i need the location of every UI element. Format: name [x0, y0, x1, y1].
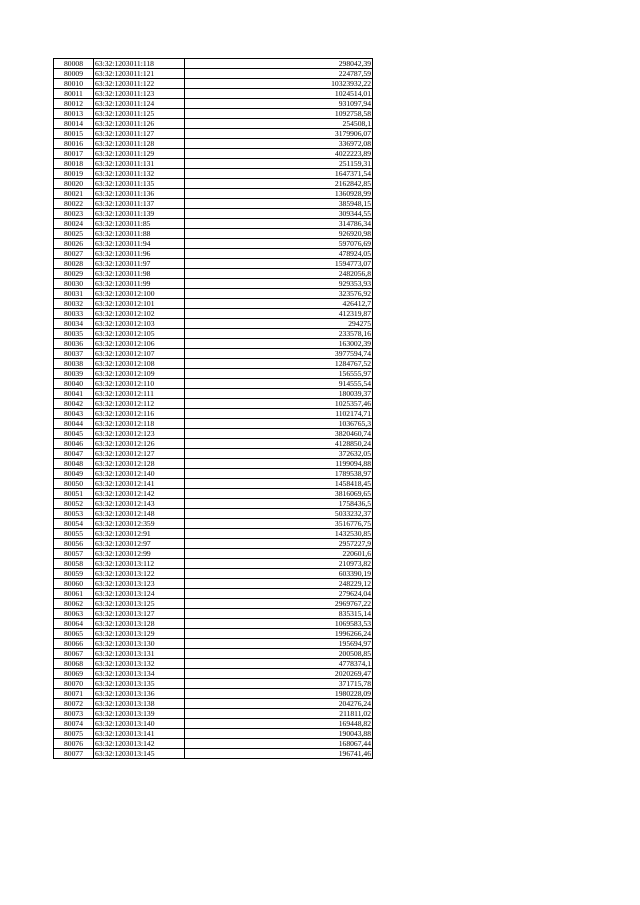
row-number-cell: 80010: [54, 79, 94, 89]
table-row: [54, 269, 373, 279]
table-row: [54, 659, 373, 669]
table-row: [54, 559, 373, 569]
cadastral-value-cell: 426412,7: [185, 299, 373, 309]
table-row: [54, 609, 373, 619]
table-row: [54, 219, 373, 229]
cadastral-value-cell: 1102174,71: [185, 409, 373, 419]
cadastral-value-cell: 224787,59: [185, 69, 373, 79]
cadastral-value-cell: 2969767,22: [185, 599, 373, 609]
row-number-cell: 80012: [54, 99, 94, 109]
cadastral-number-cell: 63:32:1203013:128: [94, 619, 185, 629]
row-number-cell: 80063: [54, 609, 94, 619]
row-number-cell: 80045: [54, 429, 94, 439]
cadastral-value-cell: 1199094,88: [185, 459, 373, 469]
cadastral-number-cell: 63:32:1203012:143: [94, 499, 185, 509]
cadastral-value-cell: 1789538,97: [185, 469, 373, 479]
cadastral-number-cell: 63:32:1203013:129: [94, 629, 185, 639]
table-row: [54, 649, 373, 659]
table-row: [54, 519, 373, 529]
row-number-cell: 80028: [54, 259, 94, 269]
row-number-cell: 80020: [54, 179, 94, 189]
table-row: [54, 59, 373, 69]
row-number-cell: 80015: [54, 129, 94, 139]
cadastral-number-cell: 63:32:1203012:126: [94, 439, 185, 449]
table-row: [54, 529, 373, 539]
cadastral-value-cell: 1647371,54: [185, 169, 373, 179]
table-row: [54, 389, 373, 399]
table-row: [54, 399, 373, 409]
table-row: [54, 99, 373, 109]
cadastral-number-cell: 63:32:1203013:127: [94, 609, 185, 619]
cadastral-number-cell: 63:32:1203012:110: [94, 379, 185, 389]
cadastral-number-cell: 63:32:1203011:123: [94, 89, 185, 99]
cadastral-value-cell: 323576,92: [185, 289, 373, 299]
table-row: [54, 419, 373, 429]
row-number-cell: 80039: [54, 369, 94, 379]
row-number-cell: 80021: [54, 189, 94, 199]
cadastral-number-cell: 63:32:1203012:102: [94, 309, 185, 319]
row-number-cell: 80025: [54, 229, 94, 239]
row-number-cell: 80072: [54, 699, 94, 709]
table-row: [54, 729, 373, 739]
cadastral-value-cell: 163002,39: [185, 339, 373, 349]
cadastral-value-cell: 190043,88: [185, 729, 373, 739]
row-number-cell: 80018: [54, 159, 94, 169]
cadastral-value-cell: 1980228,09: [185, 689, 373, 699]
table-row: [54, 329, 373, 339]
cadastral-number-cell: 63:32:1203012:97: [94, 539, 185, 549]
table-row: [54, 539, 373, 549]
cadastral-number-cell: 63:32:1203012:359: [94, 519, 185, 529]
row-number-cell: 80075: [54, 729, 94, 739]
table-row: [54, 619, 373, 629]
table-row: [54, 489, 373, 499]
cadastral-number-cell: 63:32:1203012:141: [94, 479, 185, 489]
cadastral-number-cell: 63:32:1203013:125: [94, 599, 185, 609]
row-number-cell: 80016: [54, 139, 94, 149]
row-number-cell: 80041: [54, 389, 94, 399]
row-number-cell: 80008: [54, 59, 94, 69]
table-row: [54, 549, 373, 559]
cadastral-value-cell: 3977594,74: [185, 349, 373, 359]
cadastral-value-cell: 5033232,37: [185, 509, 373, 519]
cadastral-number-cell: 63:32:1203012:118: [94, 419, 185, 429]
table-row: [54, 229, 373, 239]
table-row: [54, 109, 373, 119]
cadastral-number-cell: 63:32:1203012:101: [94, 299, 185, 309]
row-number-cell: 80060: [54, 579, 94, 589]
cadastral-number-cell: 63:32:1203011:129: [94, 149, 185, 159]
cadastral-value-cell: 254508,1: [185, 119, 373, 129]
cadastral-value-cell: 233578,16: [185, 329, 373, 339]
table-row: [54, 469, 373, 479]
cadastral-value-cell: 309344,55: [185, 209, 373, 219]
cadastral-number-cell: 63:32:1203011:139: [94, 209, 185, 219]
table-row: [54, 739, 373, 749]
cadastral-value-cell: 168067,44: [185, 739, 373, 749]
table-row: [54, 199, 373, 209]
cadastral-value-cell: 204276,24: [185, 699, 373, 709]
table-row: [54, 439, 373, 449]
cadastral-value-cell: 371715,78: [185, 679, 373, 689]
table-row: [54, 79, 373, 89]
cadastral-value-cell: 211811,02: [185, 709, 373, 719]
row-number-cell: 80017: [54, 149, 94, 159]
cadastral-number-cell: 63:32:1203011:125: [94, 109, 185, 119]
table-body: [54, 59, 373, 759]
cadastral-number-cell: 63:32:1203012:107: [94, 349, 185, 359]
cadastral-value-cell: 156555,97: [185, 369, 373, 379]
cadastral-value-cell: 298042,39: [185, 59, 373, 69]
table-row: [54, 189, 373, 199]
row-number-cell: 80067: [54, 649, 94, 659]
table-row: [54, 699, 373, 709]
row-number-cell: 80057: [54, 549, 94, 559]
cadastral-number-cell: 63:32:1203012:128: [94, 459, 185, 469]
cadastral-number-cell: 63:32:1203012:100: [94, 289, 185, 299]
cadastral-number-cell: 63:32:1203011:127: [94, 129, 185, 139]
cadastral-number-cell: 63:32:1203013:122: [94, 569, 185, 579]
table-row: [54, 139, 373, 149]
cadastral-number-cell: 63:32:1203011:97: [94, 259, 185, 269]
cadastral-value-cell: 2020269,47: [185, 669, 373, 679]
cadastral-number-cell: 63:32:1203012:116: [94, 409, 185, 419]
cadastral-value-cell: 2957227,9: [185, 539, 373, 549]
cadastral-value-cell: 336972,08: [185, 139, 373, 149]
cadastral-number-cell: 63:32:1203013:135: [94, 679, 185, 689]
row-number-cell: 80066: [54, 639, 94, 649]
row-number-cell: 80055: [54, 529, 94, 539]
row-number-cell: 80011: [54, 89, 94, 99]
cadastral-value-cell: 914555,54: [185, 379, 373, 389]
row-number-cell: 80058: [54, 559, 94, 569]
cadastral-number-cell: 63:32:1203012:123: [94, 429, 185, 439]
cadastral-value-cell: 926920,98: [185, 229, 373, 239]
cadastral-value-cell: 1036765,3: [185, 419, 373, 429]
cadastral-value-cell: 3820460,74: [185, 429, 373, 439]
cadastral-number-cell: 63:32:1203011:137: [94, 199, 185, 209]
row-number-cell: 80070: [54, 679, 94, 689]
cadastral-value-cell: 835315,14: [185, 609, 373, 619]
cadastral-value-cell: 210973,82: [185, 559, 373, 569]
table-row: [54, 479, 373, 489]
cadastral-value-cell: 195694,97: [185, 639, 373, 649]
cadastral-number-cell: 63:32:1203011:85: [94, 219, 185, 229]
cadastral-number-cell: 63:32:1203013:136: [94, 689, 185, 699]
cadastral-number-cell: 63:32:1203011:124: [94, 99, 185, 109]
cadastral-number-cell: 63:32:1203013:130: [94, 639, 185, 649]
cadastral-value-cell: 385948,15: [185, 199, 373, 209]
cadastral-number-cell: 63:32:1203011:99: [94, 279, 185, 289]
table-row: [54, 159, 373, 169]
cadastral-value-cell: 4128850,24: [185, 439, 373, 449]
table-row: [54, 579, 373, 589]
row-number-cell: 80047: [54, 449, 94, 459]
cadastral-number-cell: 63:32:1203011:132: [94, 169, 185, 179]
cadastral-number-cell: 63:32:1203011:121: [94, 69, 185, 79]
row-number-cell: 80022: [54, 199, 94, 209]
cadastral-value-cell: 478924,05: [185, 249, 373, 259]
table-row: [54, 589, 373, 599]
table-row: [54, 239, 373, 249]
cadastral-number-cell: 63:32:1203012:140: [94, 469, 185, 479]
table-row: [54, 299, 373, 309]
cadastral-value-cell: 169448,82: [185, 719, 373, 729]
cadastral-number-cell: 63:32:1203012:105: [94, 329, 185, 339]
row-number-cell: 80026: [54, 239, 94, 249]
row-number-cell: 80033: [54, 309, 94, 319]
cadastral-number-cell: 63:32:1203012:106: [94, 339, 185, 349]
cadastral-value-cell: 180039,37: [185, 389, 373, 399]
cadastral-value-cell: 1092758,58: [185, 109, 373, 119]
table-row: [54, 599, 373, 609]
cadastral-number-cell: 63:32:1203012:142: [94, 489, 185, 499]
row-number-cell: 80051: [54, 489, 94, 499]
table-row: [54, 639, 373, 649]
row-number-cell: 80048: [54, 459, 94, 469]
cadastral-number-cell: 63:32:1203013:145: [94, 749, 185, 759]
cadastral-number-cell: 63:32:1203013:124: [94, 589, 185, 599]
cadastral-number-cell: 63:32:1203011:98: [94, 269, 185, 279]
table-row: [54, 679, 373, 689]
cadastral-value-cell: 929353,93: [185, 279, 373, 289]
row-number-cell: 80077: [54, 749, 94, 759]
cadastral-value-cell: 294275: [185, 319, 373, 329]
row-number-cell: 80052: [54, 499, 94, 509]
row-number-cell: 80036: [54, 339, 94, 349]
row-number-cell: 80073: [54, 709, 94, 719]
row-number-cell: 80071: [54, 689, 94, 699]
table-row: [54, 409, 373, 419]
table-row: [54, 169, 373, 179]
cadastral-value-cell: 1996266,24: [185, 629, 373, 639]
row-number-cell: 80050: [54, 479, 94, 489]
table-row: [54, 89, 373, 99]
cadastral-value-cell: 3179906,07: [185, 129, 373, 139]
cadastral-number-cell: 63:32:1203013:140: [94, 719, 185, 729]
row-number-cell: 80076: [54, 739, 94, 749]
row-number-cell: 80064: [54, 619, 94, 629]
table-row: [54, 499, 373, 509]
table-row: [54, 629, 373, 639]
row-number-cell: 80009: [54, 69, 94, 79]
row-number-cell: 80035: [54, 329, 94, 339]
row-number-cell: 80059: [54, 569, 94, 579]
table-row: [54, 119, 373, 129]
cadastral-number-cell: 63:32:1203012:148: [94, 509, 185, 519]
cadastral-value-cell: 1594773,07: [185, 259, 373, 269]
cadastral-number-cell: 63:32:1203013:123: [94, 579, 185, 589]
cadastral-value-cell: 1069583,53: [185, 619, 373, 629]
row-number-cell: 80032: [54, 299, 94, 309]
cadastral-value-table: [53, 58, 373, 759]
cadastral-number-cell: 63:32:1203011:131: [94, 159, 185, 169]
cadastral-value-cell: 372632,05: [185, 449, 373, 459]
cadastral-value-cell: 200508,85: [185, 649, 373, 659]
cadastral-number-cell: 63:32:1203011:135: [94, 179, 185, 189]
cadastral-value-cell: 2482056,8: [185, 269, 373, 279]
cadastral-value-cell: 251159,31: [185, 159, 373, 169]
cadastral-value-cell: 4022223,89: [185, 149, 373, 159]
cadastral-number-cell: 63:32:1203013:134: [94, 669, 185, 679]
row-number-cell: 80061: [54, 589, 94, 599]
cadastral-value-cell: 248229,12: [185, 579, 373, 589]
row-number-cell: 80014: [54, 119, 94, 129]
table-row: [54, 289, 373, 299]
cadastral-value-cell: 10323932,22: [185, 79, 373, 89]
row-number-cell: 80037: [54, 349, 94, 359]
table-row: [54, 509, 373, 519]
cadastral-number-cell: 63:32:1203011:96: [94, 249, 185, 259]
table-row: [54, 709, 373, 719]
table-row: [54, 669, 373, 679]
table-row: [54, 689, 373, 699]
row-number-cell: 80069: [54, 669, 94, 679]
cadastral-number-cell: 63:32:1203012:111: [94, 389, 185, 399]
row-number-cell: 80053: [54, 509, 94, 519]
table-row: [54, 279, 373, 289]
cadastral-number-cell: 63:32:1203012:108: [94, 359, 185, 369]
cadastral-value-cell: 1458418,45: [185, 479, 373, 489]
table-row: [54, 249, 373, 259]
cadastral-number-cell: 63:32:1203013:139: [94, 709, 185, 719]
row-number-cell: 80046: [54, 439, 94, 449]
cadastral-value-cell: 412319,87: [185, 309, 373, 319]
row-number-cell: 80029: [54, 269, 94, 279]
row-number-cell: 80019: [54, 169, 94, 179]
table-row: [54, 319, 373, 329]
cadastral-number-cell: 63:32:1203012:99: [94, 549, 185, 559]
cadastral-value-cell: 3816069,65: [185, 489, 373, 499]
cadastral-number-cell: 63:32:1203012:112: [94, 399, 185, 409]
cadastral-value-cell: 1284767,52: [185, 359, 373, 369]
table-row: [54, 449, 373, 459]
cadastral-number-cell: 63:32:1203012:127: [94, 449, 185, 459]
table-row: [54, 69, 373, 79]
table-row: [54, 149, 373, 159]
cadastral-value-cell: 279624,04: [185, 589, 373, 599]
row-number-cell: 80013: [54, 109, 94, 119]
table-row: [54, 129, 373, 139]
cadastral-value-cell: 1024514,01: [185, 89, 373, 99]
cadastral-number-cell: 63:32:1203012:109: [94, 369, 185, 379]
table-row: [54, 209, 373, 219]
row-number-cell: 80062: [54, 599, 94, 609]
table-row: [54, 369, 373, 379]
row-number-cell: 80023: [54, 209, 94, 219]
cadastral-number-cell: 63:32:1203011:136: [94, 189, 185, 199]
cadastral-value-cell: 1360928,99: [185, 189, 373, 199]
cadastral-number-cell: 63:32:1203013:141: [94, 729, 185, 739]
table-row: [54, 349, 373, 359]
cadastral-number-cell: 63:32:1203013:142: [94, 739, 185, 749]
row-number-cell: 80034: [54, 319, 94, 329]
cadastral-value-cell: 314786,34: [185, 219, 373, 229]
cadastral-value-cell: 1025357,46: [185, 399, 373, 409]
table-row: [54, 569, 373, 579]
table-row: [54, 179, 373, 189]
cadastral-value-cell: 603390,19: [185, 569, 373, 579]
table-row: [54, 459, 373, 469]
row-number-cell: 80054: [54, 519, 94, 529]
table-row: [54, 429, 373, 439]
cadastral-number-cell: 63:32:1203013:131: [94, 649, 185, 659]
cadastral-value-cell: 4778374,1: [185, 659, 373, 669]
row-number-cell: 80043: [54, 409, 94, 419]
row-number-cell: 80074: [54, 719, 94, 729]
cadastral-value-cell: 2162842,85: [185, 179, 373, 189]
row-number-cell: 80049: [54, 469, 94, 479]
row-number-cell: 80038: [54, 359, 94, 369]
table-row: [54, 339, 373, 349]
row-number-cell: 80030: [54, 279, 94, 289]
row-number-cell: 80031: [54, 289, 94, 299]
cadastral-value-cell: 1432530,85: [185, 529, 373, 539]
cadastral-value-cell: 3516776,75: [185, 519, 373, 529]
cadastral-value-cell: 931097,94: [185, 99, 373, 109]
row-number-cell: 80027: [54, 249, 94, 259]
cadastral-value-cell: 196741,46: [185, 749, 373, 759]
table-row: [54, 749, 373, 759]
table-row: [54, 359, 373, 369]
row-number-cell: 80065: [54, 629, 94, 639]
cadastral-number-cell: 63:32:1203011:88: [94, 229, 185, 239]
cadastral-number-cell: 63:32:1203011:128: [94, 139, 185, 149]
row-number-cell: 80068: [54, 659, 94, 669]
table-row: [54, 259, 373, 269]
cadastral-number-cell: 63:32:1203011:126: [94, 119, 185, 129]
cadastral-value-cell: 220601,6: [185, 549, 373, 559]
cadastral-number-cell: 63:32:1203011:118: [94, 59, 185, 69]
row-number-cell: 80056: [54, 539, 94, 549]
cadastral-number-cell: 63:32:1203013:132: [94, 659, 185, 669]
table-row: [54, 309, 373, 319]
cadastral-number-cell: 63:32:1203013:138: [94, 699, 185, 709]
table-row: [54, 379, 373, 389]
cadastral-value-cell: 597076,69: [185, 239, 373, 249]
cadastral-number-cell: 63:32:1203012:103: [94, 319, 185, 329]
cadastral-number-cell: 63:32:1203011:94: [94, 239, 185, 249]
cadastral-number-cell: 63:32:1203011:122: [94, 79, 185, 89]
row-number-cell: 80042: [54, 399, 94, 409]
row-number-cell: 80024: [54, 219, 94, 229]
row-number-cell: 80044: [54, 419, 94, 429]
cadastral-value-cell: 1758436,5: [185, 499, 373, 509]
row-number-cell: 80040: [54, 379, 94, 389]
table-row: [54, 719, 373, 729]
cadastral-number-cell: 63:32:1203012:91: [94, 529, 185, 539]
cadastral-number-cell: 63:32:1203013:112: [94, 559, 185, 569]
